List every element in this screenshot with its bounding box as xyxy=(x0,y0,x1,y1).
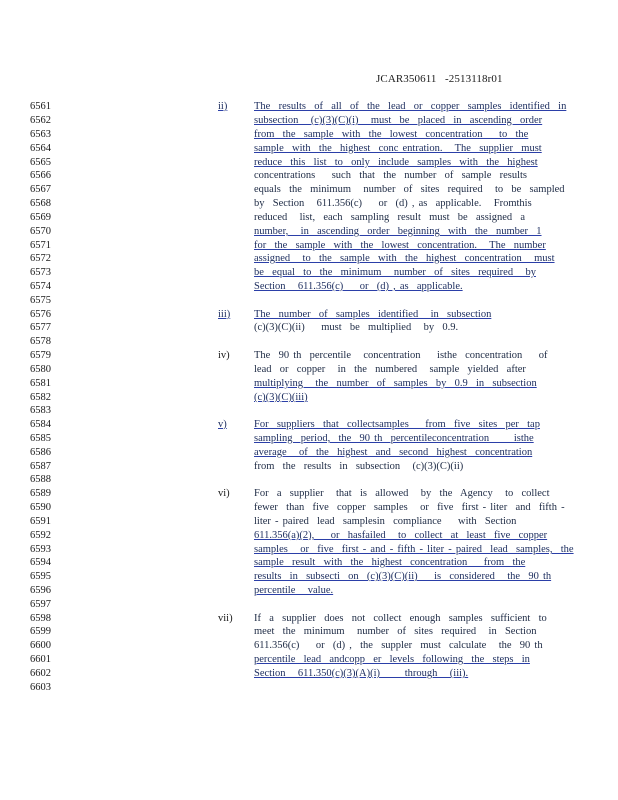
line-number: 6573 xyxy=(30,267,51,278)
item-text-line: meet the minimum number of sites required in Section xyxy=(254,626,537,637)
line-number: 6564 xyxy=(30,143,51,154)
item-marker: vi) xyxy=(218,488,230,499)
item-text-line: results in subsecti on (c)(3)(C)(ii) is considered the 90 th xyxy=(254,571,552,582)
line-number: 6589 xyxy=(30,488,51,499)
item-text-line: reduced list, each sampling result must be assigned a xyxy=(254,212,526,223)
item-text-line: sampling period, the 90 th percentileconcentration isthe xyxy=(254,433,534,444)
line-number: 6572 xyxy=(30,253,51,264)
item-text-line: For suppliers that collectsamples from five sites per tap xyxy=(254,419,540,430)
line-number: 6598 xyxy=(30,613,51,624)
item-marker: vii) xyxy=(218,613,233,624)
line-number: 6569 xyxy=(30,212,51,223)
item-text-line: reduce this list to only include samples with the highest xyxy=(254,157,538,168)
line-number: 6584 xyxy=(30,419,51,430)
item-text-line: liter - paired lead samplesin compliance with Section xyxy=(254,516,517,527)
line-number: 6596 xyxy=(30,585,51,596)
item-text-line: Section 611.356(c) or (d) , as applicable. xyxy=(254,281,463,292)
line-number: 6577 xyxy=(30,322,51,333)
line-number: 6576 xyxy=(30,309,51,320)
line-number: 6590 xyxy=(30,502,51,513)
item-text-line: 611.356(c) or (d) , the suppler must calculate the 90 th xyxy=(254,640,543,651)
item-text-line: The results of all of the lead or copper samples identified in xyxy=(254,101,567,112)
item-text-line: from the results in subsection (c)(3)(C)(ii) xyxy=(254,461,464,472)
line-number: 6579 xyxy=(30,350,51,361)
item-text-line: 611.356(a)(2), or hasfailed to collect at least five copper xyxy=(254,530,548,541)
item-text-line: percentile value. xyxy=(254,585,334,596)
line-number: 6603 xyxy=(30,682,51,693)
item-text-line: percentile lead andcopp er levels following the steps in xyxy=(254,654,530,665)
item-text-line: for the sample with the lowest concentration. The number xyxy=(254,240,546,251)
line-number: 6567 xyxy=(30,184,51,195)
line-number: 6565 xyxy=(30,157,51,168)
line-number: 6600 xyxy=(30,640,51,651)
item-text-line: assigned to the sample with the highest concentration must xyxy=(254,253,555,264)
line-number: 6599 xyxy=(30,626,51,637)
line-number: 6582 xyxy=(30,392,51,403)
item-text-line: (c)(3)(C)(ii) must be multiplied by 0.9. xyxy=(254,322,459,333)
line-number: 6595 xyxy=(30,571,51,582)
item-text-line: be equal to the minimum number of sites required by xyxy=(254,267,536,278)
line-number: 6593 xyxy=(30,544,51,555)
item-text-line: The 90 th percentile concentration isthe concentration of xyxy=(254,350,548,361)
item-text-line: fewer than five copper samples or five first - liter and fifth - xyxy=(254,502,565,513)
line-number: 6563 xyxy=(30,129,51,140)
line-number: 6581 xyxy=(30,378,51,389)
line-number: 6592 xyxy=(30,530,51,541)
item-text-line: number, in ascending order beginning with the number 1 xyxy=(254,226,542,237)
item-text-line: (c)(3)(C)(iii) xyxy=(254,392,308,403)
item-text-line: concentrations such that the number of sample results xyxy=(254,170,528,181)
line-number: 6578 xyxy=(30,336,51,347)
item-text-line: from the sample with the lowest concentration to the xyxy=(254,129,529,140)
line-number: 6597 xyxy=(30,599,51,610)
item-text-line: sample with the highest conc entration. The supplier must xyxy=(254,143,542,154)
line-number: 6602 xyxy=(30,668,51,679)
line-number: 6571 xyxy=(30,240,51,251)
item-text-line: by Section 611.356(c) or (d) , as applicable. Fromthis xyxy=(254,198,532,209)
item-text-line: subsection (c)(3)(C)(i) must be placed in ascending order xyxy=(254,115,543,126)
line-number: 6585 xyxy=(30,433,51,444)
line-number: 6580 xyxy=(30,364,51,375)
item-text-line: lead or copper in the numbered sample yielded after xyxy=(254,364,526,375)
item-text-line: average of the highest and second highest concentration xyxy=(254,447,533,458)
item-text-line: For a supplier that is allowed by the Agency to collect xyxy=(254,488,550,499)
item-text-line: The number of samples identified in subsection xyxy=(254,309,492,320)
line-number: 6587 xyxy=(30,461,51,472)
line-number: 6591 xyxy=(30,516,51,527)
line-number: 6583 xyxy=(30,405,51,416)
item-marker: ii) xyxy=(218,101,228,112)
line-number: 6575 xyxy=(30,295,51,306)
line-number: 6568 xyxy=(30,198,51,209)
item-text-line: If a supplier does not collect enough samples sufficient to xyxy=(254,613,547,624)
document-header-id: JCAR350611 -2513118r01 xyxy=(376,73,503,85)
item-marker: iii) xyxy=(218,309,231,320)
item-text-line: Section 611.350(c)(3)(A)(i) through (iii). xyxy=(254,668,469,679)
line-number: 6566 xyxy=(30,170,51,181)
line-number: 6570 xyxy=(30,226,51,237)
item-text-line: samples or five first - and - fifth - liter - paired lead samples, the xyxy=(254,544,574,555)
item-text-line: sample result with the highest concentration from the xyxy=(254,557,526,568)
line-number: 6601 xyxy=(30,654,51,665)
item-text-line: multiplying the number of samples by 0.9 in subsection xyxy=(254,378,537,389)
item-marker: v) xyxy=(218,419,227,430)
line-number: 6574 xyxy=(30,281,51,292)
item-text-line: equals the minimum number of sites required to be sampled xyxy=(254,184,565,195)
line-number: 6586 xyxy=(30,447,51,458)
line-number: 6562 xyxy=(30,115,51,126)
line-number: 6588 xyxy=(30,474,51,485)
item-marker: iv) xyxy=(218,350,230,361)
line-number: 6561 xyxy=(30,101,51,112)
line-number: 6594 xyxy=(30,557,51,568)
